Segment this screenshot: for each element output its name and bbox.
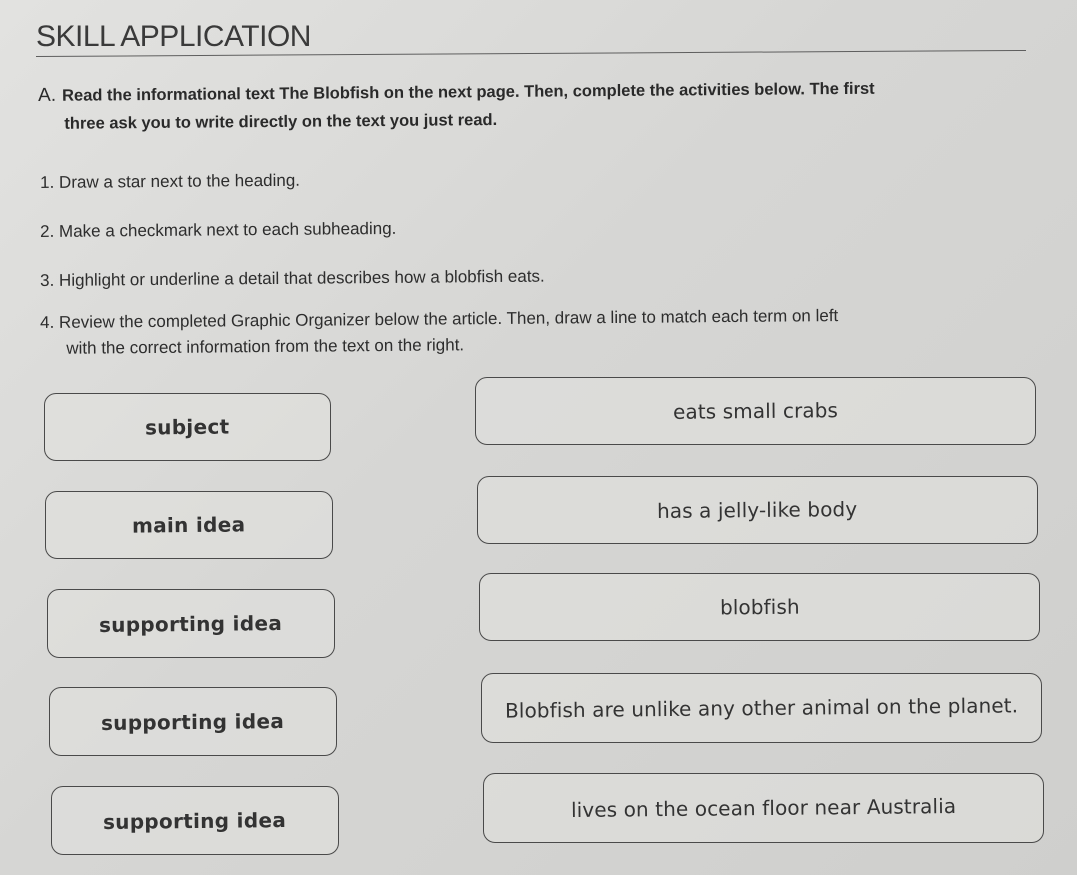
- instructions-intro: [38, 74, 988, 138]
- step-4-line-1: 4. Review the completed Graphic Organizer below the article. Then, draw a line to match each term on left: [40, 306, 839, 332]
- term-label: supporting idea: [99, 610, 283, 637]
- step-3: 3. Highlight or underline a detail that describes how a blobfish eats.: [40, 266, 545, 290]
- info-box-ocean-floor-australia[interactable]: [483, 773, 1044, 843]
- term-label: subject: [145, 414, 230, 440]
- info-box-jelly-like-body[interactable]: [477, 476, 1038, 544]
- section-title: SKILL APPLICATION: [36, 20, 311, 53]
- term-label: supporting idea: [103, 807, 287, 834]
- info-label: lives on the ocean floor near Australia: [570, 793, 957, 823]
- step-2: 2. Make a checkmark next to each subheading.: [40, 218, 397, 241]
- term-label: supporting idea: [101, 708, 285, 735]
- info-label: eats small crabs: [672, 398, 839, 424]
- term-box-subject[interactable]: [44, 393, 331, 461]
- info-box-eats-small-crabs[interactable]: [475, 377, 1036, 445]
- term-box-supporting-idea-3[interactable]: [51, 786, 339, 855]
- term-label: main idea: [132, 512, 246, 538]
- intro-line-2: three ask you to write directly on the text you just read.: [64, 110, 498, 133]
- intro-line-1: Read the informational text The Blobfish on the next page. Then, complete the activities below. The first: [61, 79, 875, 105]
- step-1: 1. Draw a star next to the heading.: [40, 170, 301, 192]
- info-box-blobfish[interactable]: [479, 573, 1040, 641]
- term-box-supporting-idea-2[interactable]: [49, 687, 337, 756]
- term-box-main-idea[interactable]: [45, 491, 333, 559]
- info-box-unlike-any-other-animal[interactable]: [481, 673, 1042, 743]
- intro-letter: A.: [38, 84, 57, 106]
- info-label: Blobfish are unlike any other animal on the planet.: [504, 693, 1019, 723]
- step-4-line-2: with the correct information from the text on the right.: [66, 335, 465, 358]
- info-label: has a jelly-like body: [657, 496, 858, 524]
- info-label: blobfish: [719, 594, 800, 620]
- step-4: [40, 303, 839, 362]
- term-box-supporting-idea-1[interactable]: [47, 589, 335, 658]
